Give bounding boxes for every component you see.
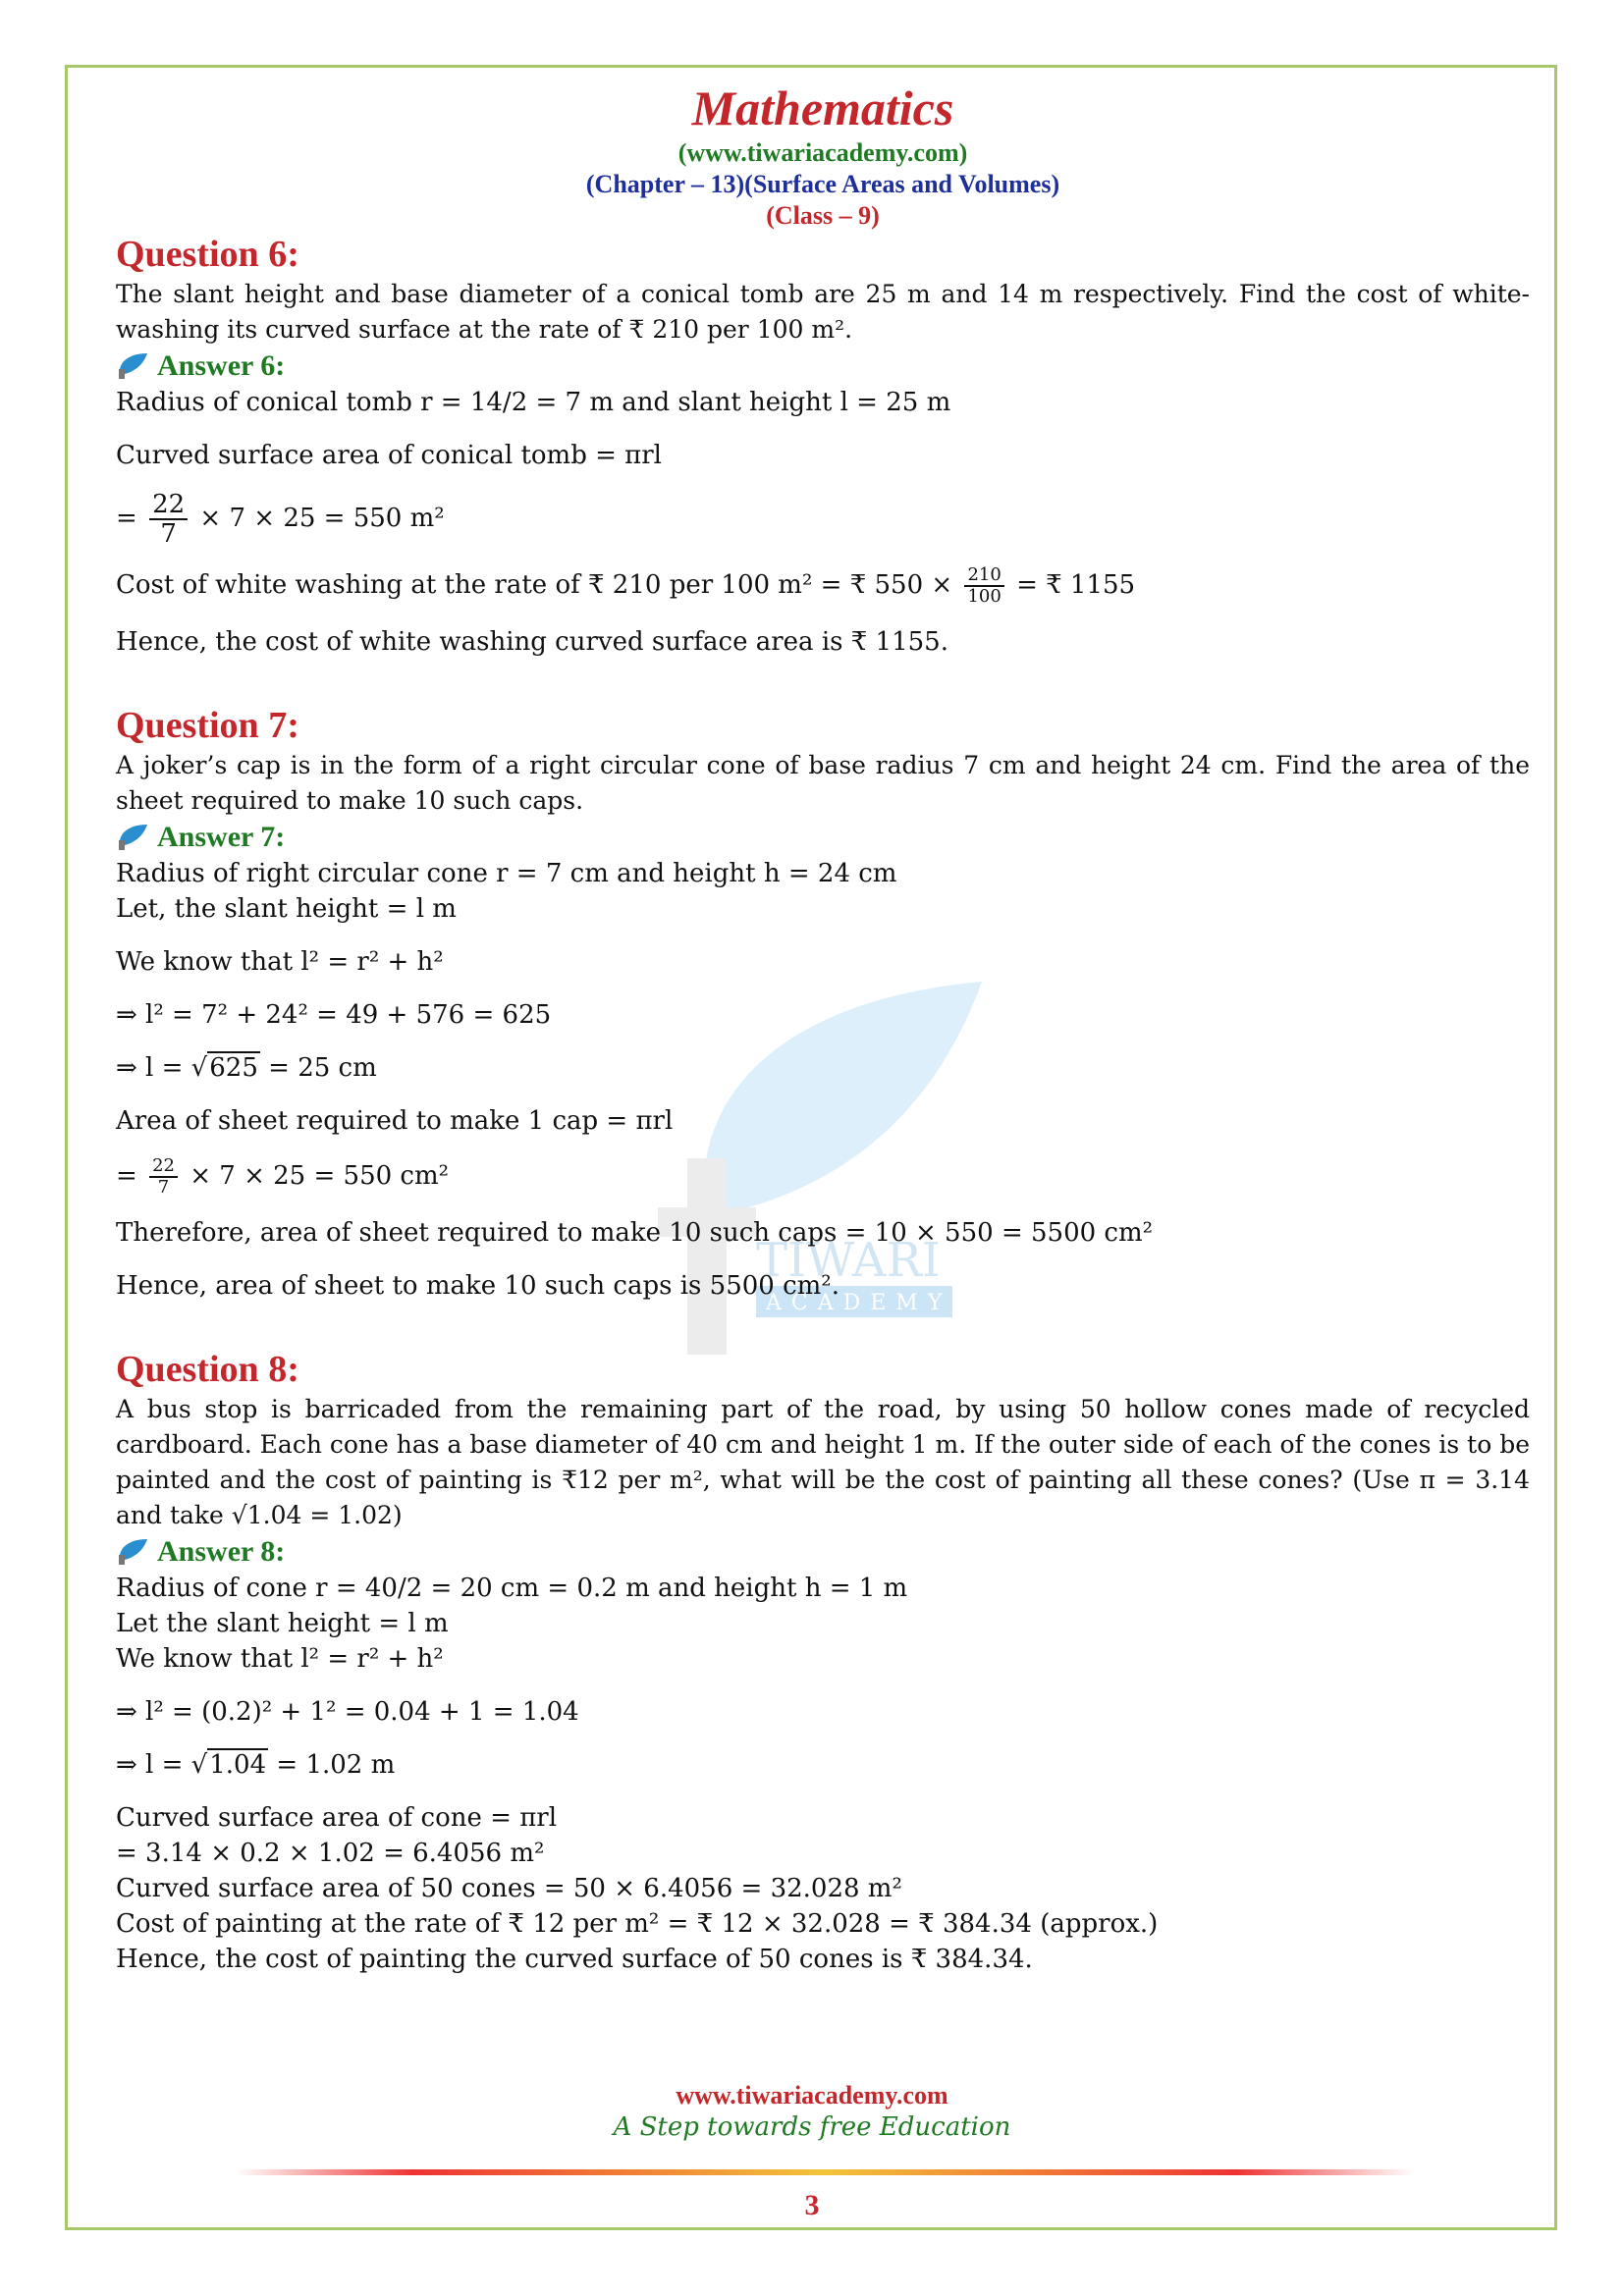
answer-6-line-5: Hence, the cost of white washing curved surface area is ₹ 1155.: [116, 627, 948, 657]
answer-8-line-1: Radius of cone r = 40/2 = 20 cm = 0.2 m and height h = 1 m: [116, 1574, 908, 1603]
tiwari-logo-icon: [116, 351, 149, 381]
answer-8-line-9: Cost of painting at the rate of ₹ 12 per m² = ₹ 12 × 32.028 = ₹ 384.34 (approx.): [116, 1909, 1159, 1939]
footer-tagline: A Step towards free Education: [613, 2112, 1011, 2142]
answer-6-line-3: = $\frac{22}{7}$ × 7 × 25 = 550 m²: [116, 490, 445, 549]
answer-8-title: Answer 8:: [157, 1535, 286, 1568]
answer-8-heading: [116, 1533, 1530, 1571]
answer-7-title: Answer 7:: [157, 821, 286, 853]
answer-7-line-5: ⇒ l = √625 = 25 cm: [116, 1053, 377, 1083]
answer-6-line-1: Radius of conical tomb r = 14/2 = 7 m and slant height l = 25 m: [116, 388, 951, 417]
watermark-text-2: ACADEMY: [766, 1291, 952, 1315]
header-site: (www.tiwariacademy.com): [677, 138, 968, 167]
page-title: Mathematics: [691, 80, 954, 135]
page-content: [116, 79, 1530, 1977]
answer-6-heading: [116, 347, 1530, 385]
answer-7-heading: [116, 819, 1530, 856]
answer-6-title: Answer 6:: [157, 349, 286, 382]
answer-7-line-7: = $\frac{22}{7}$ × 7 × 25 = 550 cm²: [116, 1155, 450, 1198]
answer-8-line-5: ⇒ l = √1.04 = 1.02 m: [116, 1750, 396, 1780]
question-8-text: A bus stop is barricaded from the remaining part of the road, by using 50 hollow cones made of recycled cardboard. Each cone has a base diameter of 40 cm and height 1 m. If the outer side of each of the cones is to be painted and the cost of painting is ₹12 per m², what will be the cost of painting all these cones? (Use π = 3.14 and take √1.04 = 1.02): [116, 1395, 1530, 1529]
answer-8-line-8: Curved surface area of 50 cones = 50 × 6.4056 = 32.028 m²: [116, 1874, 902, 1903]
answer-7-line-3: We know that l² = r² + h²: [116, 947, 444, 977]
answer-6-line-2: Curved surface area of conical tomb = πrl: [116, 441, 662, 470]
answer-7-line-9: Hence, area of sheet to make 10 such caps is 5500 cm².: [116, 1271, 839, 1301]
fraction-22-7: $\frac{22}{7}$: [149, 491, 188, 548]
footer-divider: [236, 2169, 1414, 2175]
header-chapter: (Chapter – 13)(Surface Areas and Volumes): [585, 170, 1060, 198]
answer-8-line-4: ⇒ l² = (0.2)² + 1² = 0.04 + 1 = 1.04: [116, 1697, 579, 1727]
question-7-title: Question 7:: [116, 705, 299, 746]
answer-8-line-10: Hence, the cost of painting the curved surface of 50 cones is ₹ 384.34.: [116, 1945, 1033, 1974]
footer-site-link[interactable]: www.tiwariacademy.com: [676, 2081, 948, 2109]
fraction-210-100: $\frac{210}{100}$: [964, 565, 1003, 607]
question-7-text: A joker’s cap is in the form of a right circular cone of base radius 7 cm and height 24 cm. Find the area of the sheet required to make 10 such caps.: [116, 751, 1530, 815]
answer-8-line-6: Curved surface area of cone = πrl: [116, 1803, 558, 1833]
tiwari-logo-icon: [116, 1537, 149, 1567]
answer-7-line-8: Therefore, area of sheet required to make 10 such caps = 10 × 550 = 5500 cm²: [116, 1218, 1154, 1248]
question-6-title: Question 6:: [116, 234, 299, 275]
answer-7-line-4: ⇒ l² = 7² + 24² = 49 + 576 = 625: [116, 1000, 552, 1030]
header-class: (Class – 9): [766, 201, 880, 230]
tiwari-logo-icon: [116, 823, 149, 852]
answer-7-line-1: Radius of right circular cone r = 7 cm and height h = 24 cm: [116, 859, 897, 888]
page-header: [116, 79, 1530, 232]
question-6-text: The slant height and base diameter of a conical tomb are 25 m and 14 m respectively. Find the cost of white-washing its curved surface at the rate of ₹ 210 per 100 m².: [116, 280, 1530, 344]
watermark-text-1: TIWARI: [756, 1233, 941, 1288]
answer-8-line-7: = 3.14 × 0.2 × 1.02 = 6.4056 m²: [116, 1839, 545, 1868]
answer-6-line-4: Cost of white washing at the rate of ₹ 210 per 100 m² = ₹ 550 × $\frac{210}{100}$ = ₹ 1155: [116, 564, 1136, 607]
answer-8-line-3: We know that l² = r² + h²: [116, 1644, 444, 1674]
answer-7-line-2: Let, the slant height = l m: [116, 894, 457, 924]
answer-8-line-2: Let the slant height = l m: [116, 1609, 449, 1638]
answer-7-line-6: Area of sheet required to make 1 cap = πrl: [116, 1106, 674, 1136]
page-number: 3: [804, 2189, 820, 2221]
fraction-22-7: $\frac{22}{7}$: [149, 1156, 178, 1198]
question-8-title: Question 8:: [116, 1349, 299, 1390]
